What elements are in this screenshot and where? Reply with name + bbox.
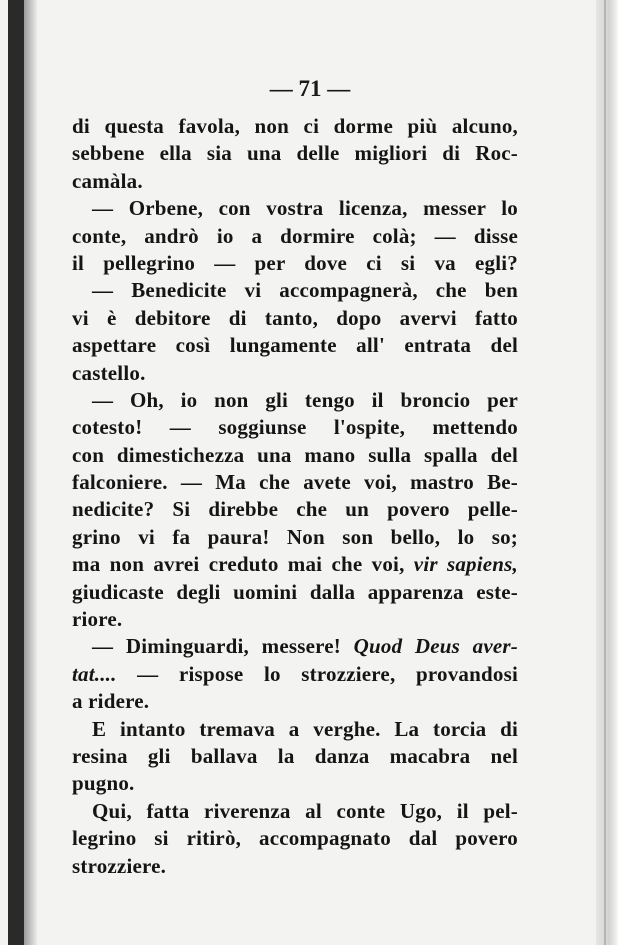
text-line: con dimestichezza una mano sulla spalla del [72,442,518,467]
text-line: resina gli ballava la danza macabra nel [72,743,518,768]
text-line: sebbene ella sia una delle migliori di Roc- [72,141,518,166]
book-spine [8,0,24,945]
text-line: — Oh, io non gli tengo il broncio per [92,387,518,412]
page-edge [596,0,618,945]
text-line: legrino si ritirò, accompagnato dal povero [72,826,518,851]
text-line: a ridere. [72,689,150,714]
text-line: — Orbene, con vostra licenza, messer lo [92,196,518,221]
text-line: vi è debitore di tanto, dopo avervi fatto [72,305,518,330]
body-text [72,113,518,880]
text-line-mixed [72,633,518,660]
italic-latin-phrase: Quod Deus aver- [353,634,518,659]
text-line: nedicite? Si direbbe che un povero pelle- [72,497,518,522]
page-number: — 71 — [269,76,351,101]
text-line: camàla. [72,168,143,193]
text-line: pugno. [72,771,135,796]
page-edge-line [604,0,606,945]
text-line: grino vi fa paura! Non son bello, lo so; [72,524,518,549]
text-line: giudicaste degli uomini dalla apparenza este- [72,579,518,604]
italic-latin-phrase: vir sapiens, [413,552,519,577]
italic-latin-phrase: tat.... [72,661,117,686]
text-line: di questa favola, non ci dorme più alcuno, [72,114,518,138]
text-segment: — Diminguardi, messere! [92,634,341,659]
text-line: riore. [72,607,123,632]
text-line: falconiere. — Ma che avete voi, mastro Be- [72,470,518,495]
text-segment: — rispose lo strozziere, provandosi [137,661,518,686]
text-line-mixed [72,661,518,688]
spine-shadow [24,0,38,945]
text-line: castello. [72,360,146,385]
text-line: aspettare così lungamente all' entrata del [72,333,518,358]
text-line: il pellegrino — per dove ci si va egli? [72,250,518,275]
text-line: strozziere. [72,853,167,878]
text-line: Qui, fatta riverenza al conte Ugo, il pel- [92,798,518,823]
text-segment: ma non avrei creduto mai che voi, [72,552,405,577]
text-line: — Benedicite vi accompagnerà, che ben [92,278,518,303]
text-line: conte, andrò io a dormire colà; — disse [72,223,518,248]
text-line: cotesto! — soggiunse l'ospite, mettendo [72,415,518,440]
text-line: E intanto tremava a verghe. La torcia di [92,716,518,741]
text-line-mixed [72,551,518,578]
